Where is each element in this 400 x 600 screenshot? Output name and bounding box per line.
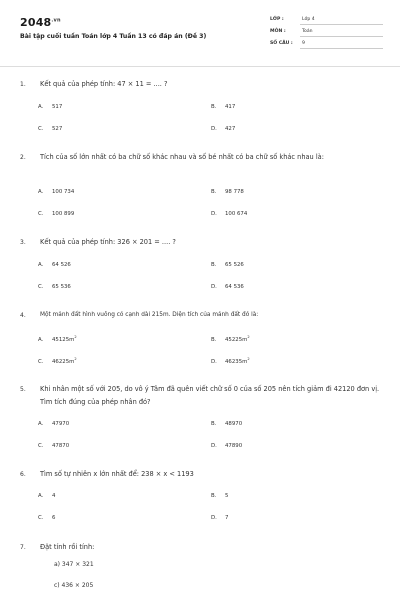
question-text: Kết quả của phép tính: 326 × 201 = .... ? bbox=[40, 238, 176, 246]
option-a[interactable] bbox=[38, 104, 62, 110]
question-number: 2. bbox=[20, 154, 26, 161]
option-c[interactable] bbox=[38, 357, 77, 365]
option-text: 6 bbox=[52, 515, 56, 521]
question-text: Tích của số lớn nhất có ba chữ số khác nhau và số bé nhất có ba chữ số khác nhau là: bbox=[40, 153, 324, 161]
option-letter: A. bbox=[38, 336, 44, 343]
option-b[interactable] bbox=[211, 493, 228, 499]
sub-question: a) 347 × 321 bbox=[54, 561, 94, 568]
option-text: 7 bbox=[225, 515, 229, 521]
option-b[interactable] bbox=[211, 189, 244, 195]
option-letter: A. bbox=[38, 493, 44, 499]
option-letter: C. bbox=[38, 284, 44, 290]
option-letter: C. bbox=[38, 515, 44, 521]
question-number: 4. bbox=[20, 312, 26, 319]
option-letter: A. bbox=[38, 104, 44, 110]
option-d[interactable] bbox=[211, 357, 250, 365]
meta-underline bbox=[300, 24, 383, 25]
option-text: 100 899 bbox=[52, 211, 75, 217]
option-text: 46235m bbox=[225, 358, 248, 365]
option-letter: D. bbox=[211, 515, 217, 521]
option-d[interactable] bbox=[211, 126, 235, 132]
option-a[interactable] bbox=[38, 335, 77, 343]
option-letter: B. bbox=[211, 421, 217, 427]
option-text: 527 bbox=[52, 126, 63, 132]
option-text: 65 526 bbox=[225, 262, 244, 268]
option-letter: A. bbox=[38, 262, 44, 268]
option-text: 517 bbox=[52, 104, 63, 110]
option-a[interactable] bbox=[38, 189, 74, 195]
option-d[interactable] bbox=[211, 443, 242, 449]
option-c[interactable] bbox=[38, 443, 69, 449]
question-text: Một mảnh đất hình vuông có cạnh dài 215m. Diện tích của mảnh đất đó là: bbox=[40, 312, 259, 318]
option-letter: C. bbox=[38, 126, 44, 132]
option-exponent: 2 bbox=[247, 335, 250, 339]
option-text: 417 bbox=[225, 104, 236, 110]
meta-value: 9 bbox=[302, 41, 305, 46]
option-text: 65 536 bbox=[52, 284, 71, 290]
option-text: 64 526 bbox=[52, 262, 71, 268]
meta-row-subject bbox=[253, 26, 383, 38]
option-letter: B. bbox=[211, 189, 217, 195]
option-text: 98 778 bbox=[225, 189, 244, 195]
option-letter: D. bbox=[211, 358, 217, 365]
logo-suffix: .vn bbox=[51, 17, 61, 24]
question-number: 1. bbox=[20, 81, 26, 88]
option-text: 48970 bbox=[225, 421, 243, 427]
meta-value: Lớp 4 bbox=[302, 17, 315, 22]
option-c[interactable] bbox=[38, 126, 62, 132]
meta-label: SỐ CÂU : bbox=[270, 41, 293, 46]
option-text: 100 734 bbox=[52, 189, 75, 195]
option-text: 46225m bbox=[52, 358, 75, 365]
option-letter: C. bbox=[38, 211, 44, 217]
option-d[interactable] bbox=[211, 211, 247, 217]
option-letter: D. bbox=[211, 211, 217, 217]
option-d[interactable] bbox=[211, 284, 244, 290]
meta-underline bbox=[300, 36, 383, 37]
meta-label: MÔN : bbox=[270, 29, 286, 34]
option-letter: C. bbox=[38, 358, 44, 365]
question-text: Tìm số tự nhiên x lớn nhất để: 238 × x < 1193 bbox=[40, 470, 194, 478]
site-logo[interactable] bbox=[20, 16, 61, 29]
option-c[interactable] bbox=[38, 211, 74, 217]
question-number: 7. bbox=[20, 544, 26, 551]
question-text: Kết quả của phép tính: 47 × 11 = .... ? bbox=[40, 80, 168, 88]
option-text: 5 bbox=[225, 493, 229, 499]
option-letter: D. bbox=[211, 284, 217, 290]
meta-row-class bbox=[253, 14, 383, 26]
option-c[interactable] bbox=[38, 284, 71, 290]
option-text: 45225m bbox=[225, 336, 248, 343]
option-exponent: 2 bbox=[74, 357, 77, 361]
option-letter: B. bbox=[211, 104, 217, 110]
meta-underline bbox=[300, 48, 383, 49]
option-a[interactable] bbox=[38, 421, 69, 427]
option-letter: B. bbox=[211, 262, 217, 268]
worksheet-header bbox=[18, 14, 382, 58]
question-number: 3. bbox=[20, 239, 26, 246]
option-b[interactable] bbox=[211, 335, 250, 343]
question-text: Đặt tính rồi tính: bbox=[40, 543, 95, 551]
option-text: 427 bbox=[225, 126, 236, 132]
logo-text: 2048 bbox=[20, 16, 52, 29]
option-text: 64 536 bbox=[225, 284, 244, 290]
question-text: Khi nhân một số với 205, do vô ý Tâm đã quên viết chữ số 0 của số 205 nên tích giảm đi 42120 đơn vị. Tìm tích đúng của phép nhân đó? bbox=[40, 385, 380, 406]
option-letter: D. bbox=[211, 443, 217, 449]
option-exponent: 2 bbox=[74, 335, 77, 339]
option-a[interactable] bbox=[38, 493, 55, 499]
option-letter: A. bbox=[38, 421, 44, 427]
option-text: 47890 bbox=[225, 443, 243, 449]
option-a[interactable] bbox=[38, 262, 71, 268]
option-text: 47970 bbox=[52, 421, 70, 427]
option-letter: B. bbox=[211, 336, 217, 343]
option-letter: C. bbox=[38, 443, 44, 449]
option-b[interactable] bbox=[211, 104, 235, 110]
meta-label: LỚP : bbox=[270, 17, 284, 22]
meta-row-count bbox=[253, 38, 383, 50]
option-text: 100 674 bbox=[225, 211, 248, 217]
option-text: 4 bbox=[52, 493, 56, 499]
option-letter: B. bbox=[211, 493, 217, 499]
meta-panel bbox=[253, 14, 383, 50]
option-b[interactable] bbox=[211, 262, 244, 268]
header-divider bbox=[0, 66, 400, 67]
option-b[interactable] bbox=[211, 421, 242, 427]
question-number: 6. bbox=[20, 471, 26, 478]
option-c[interactable] bbox=[38, 515, 55, 521]
option-text: 47870 bbox=[52, 443, 70, 449]
option-letter: A. bbox=[38, 189, 44, 195]
option-d[interactable] bbox=[211, 515, 228, 521]
option-exponent: 2 bbox=[247, 357, 250, 361]
meta-value: Toán bbox=[302, 29, 313, 34]
document-title: Bài tập cuối tuần Toán lớp 4 Tuần 13 có đáp án (Đề 3) bbox=[20, 33, 207, 40]
option-text: 45125m bbox=[52, 336, 75, 343]
option-letter: D. bbox=[211, 126, 217, 132]
sub-question: c) 436 × 205 bbox=[54, 582, 94, 589]
question-number: 5. bbox=[20, 386, 26, 393]
